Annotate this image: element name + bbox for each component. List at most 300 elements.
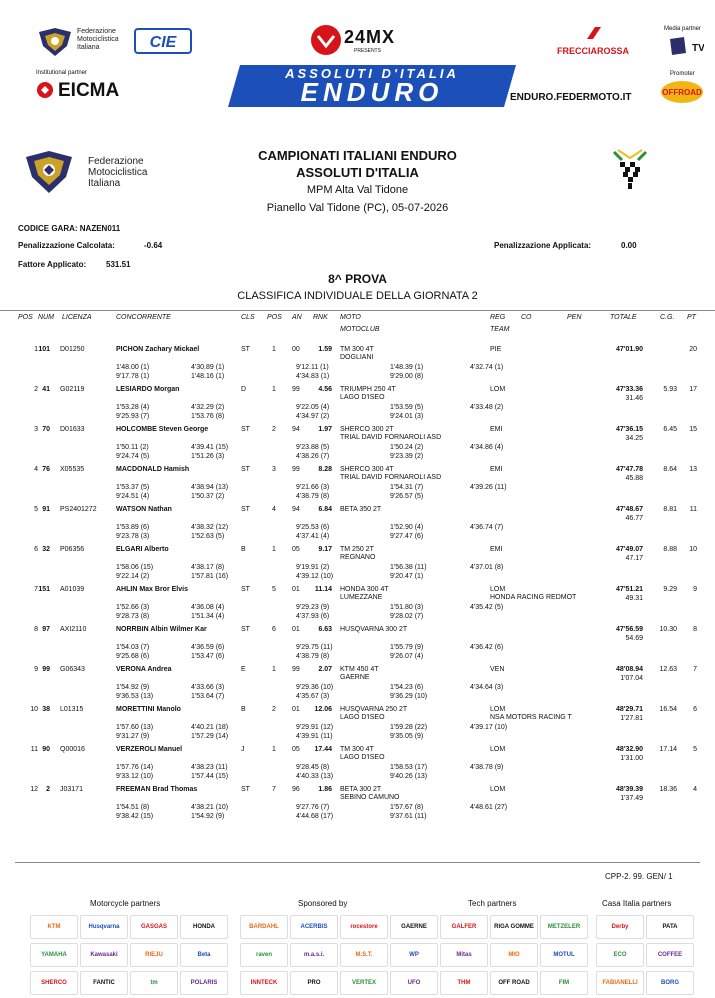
row-split-time: 1'53.37 (5) xyxy=(116,484,150,491)
row-an: 00 xyxy=(292,346,300,353)
row-reg: LOM xyxy=(490,706,506,713)
row-rnk: 6.84 xyxy=(318,506,332,513)
row-pos: 10 xyxy=(30,706,38,713)
row-split-time: 1'54.92 (9) xyxy=(191,813,225,820)
row-pt: 8 xyxy=(693,626,697,633)
row-rnk: 4.56 xyxy=(318,386,332,393)
row-totale: 47'47.78 xyxy=(616,466,643,473)
row-rnk: 2.07 xyxy=(318,666,332,673)
row-num: 38 xyxy=(42,706,50,713)
row-pos: 11 xyxy=(30,746,38,753)
row-split-time: 9'22.14 (2) xyxy=(116,573,150,580)
row-split-time: 1'57.67 (8) xyxy=(390,804,424,811)
row-split-time: 4'32.29 (2) xyxy=(191,404,225,411)
fmi-header-logo xyxy=(35,26,75,58)
row-cg: 9.29 xyxy=(663,586,677,593)
row-name: HOLCOMBE Steven George xyxy=(116,426,209,433)
row-split-time: 1'55.79 (9) xyxy=(390,644,424,651)
partner-logo: HONDA xyxy=(180,915,228,939)
row-num: 2 xyxy=(46,786,50,793)
col-pt: PT xyxy=(687,314,696,321)
frecciarossa-text: FRECCIAROSSA xyxy=(556,46,629,56)
row-name: MORETTINI Manolo xyxy=(116,706,181,713)
prova-title: 8^ PROVA xyxy=(328,272,387,286)
row-split-time: 1'57.81 (16) xyxy=(191,573,229,580)
banner-line2: ENDURO xyxy=(300,77,444,107)
row-num: 91 xyxy=(42,506,50,513)
row-cls: E xyxy=(241,666,246,673)
row-reg: EMI xyxy=(490,466,503,473)
row-name: AHLIN Max Bror Elvis xyxy=(116,586,188,593)
row-licenza: G02119 xyxy=(60,386,85,393)
row-rnk: 9.17 xyxy=(318,546,332,553)
row-split-time: 4'36.08 (4) xyxy=(191,604,225,611)
table-row xyxy=(0,665,715,705)
classifica-title: CLASSIFICA INDIVIDUALE DELLA GIORNATA 2 xyxy=(237,290,478,302)
row-team: NSA MOTORS RACING T xyxy=(490,714,572,721)
row-reg: PIE xyxy=(490,346,502,353)
row-pt: 11 xyxy=(689,506,697,513)
col-an: AN xyxy=(292,314,302,321)
row-cls: ST xyxy=(241,346,250,353)
banner-line1: ASSOLUTI D'ITALIA xyxy=(285,66,459,81)
row-name: MACDONALD Hamish xyxy=(116,466,190,473)
row-motoclub: TRIAL DAVID FORNAROLI ASD xyxy=(340,434,442,441)
row-num: 101 xyxy=(38,346,50,353)
row-cls: D xyxy=(241,386,247,393)
row-an: 01 xyxy=(292,706,300,713)
col-pos2: POS xyxy=(267,314,282,321)
row-split-time: 9'12.11 (1) xyxy=(296,364,329,371)
row-pos: 5 xyxy=(34,506,38,513)
row-an: 94 xyxy=(292,506,300,513)
row-split-time: 9'26.57 (5) xyxy=(390,493,424,500)
row-rnk: 1.86 xyxy=(318,786,332,793)
row-split-time: 4'38.23 (11) xyxy=(191,764,228,771)
partner-logo: rocestore xyxy=(340,915,388,939)
partner-logo: Kawasaki xyxy=(80,943,128,967)
row-split-time: 1'54.92 (9) xyxy=(116,684,150,691)
partner-logo: Derby xyxy=(596,915,644,939)
row-split-time: 9'23.78 (3) xyxy=(116,533,150,540)
partner-logo: BORG xyxy=(646,971,694,995)
pen-appl-label: Penalizzazione Applicata: xyxy=(494,241,592,250)
row-motoclub: SEBINO CAMUNO xyxy=(340,794,400,801)
row-split-time: 1'50.11 (2) xyxy=(116,444,149,451)
row-gap: 1'07.04 xyxy=(620,675,643,682)
table-row xyxy=(0,425,715,465)
row-split-time: 9'27.47 (6) xyxy=(390,533,424,540)
row-split-time: 1'57.76 (14) xyxy=(116,764,154,771)
partner-logo: ECO xyxy=(596,943,644,967)
row-name: PICHON Zachary Mickael xyxy=(116,346,200,353)
row-split-time: 9'25.93 (7) xyxy=(116,413,150,420)
partner-logo: OFF ROAD xyxy=(490,971,538,995)
row-split-time: 9'23.39 (2) xyxy=(390,453,424,460)
row-class-pos: 1 xyxy=(272,346,276,353)
table-row xyxy=(0,345,715,385)
row-pt: 6 xyxy=(693,706,697,713)
media-partner-logo xyxy=(664,35,704,57)
row-split-time: 4'35.42 (5) xyxy=(470,604,504,611)
institutional-partner-label: Institutional partner xyxy=(36,70,88,76)
row-licenza: X05535 xyxy=(60,466,85,473)
row-split-time: 9'27.76 (7) xyxy=(296,804,330,811)
row-split-time: 4'38.78 (9) xyxy=(470,764,504,771)
row-split-time: 1'51.26 (3) xyxy=(191,453,225,460)
row-split-time: 9'35.05 (9) xyxy=(390,733,424,740)
row-split-time: 4'48.61 (27) xyxy=(470,804,508,811)
row-name: FREEMAN Brad Thomas xyxy=(116,786,198,793)
row-split-time: 4'30.89 (1) xyxy=(191,364,225,371)
row-split-time: 9'33.12 (10) xyxy=(116,773,154,780)
row-split-time: 4'34.83 (1) xyxy=(296,373,330,380)
partner-logo: GAERNE xyxy=(390,915,438,939)
row-split-time: 1'48.00 (1) xyxy=(116,364,150,371)
partner-logo: VERTEX xyxy=(340,971,388,995)
footer-code: CPP-2. 99. GEN/ 1 xyxy=(605,872,673,881)
codice-gara: CODICE GARA: NAZEN011 xyxy=(18,224,121,233)
row-split-time: 1'54.51 (8) xyxy=(116,804,150,811)
row-rnk: 1.59 xyxy=(318,346,332,353)
row-pt: 20 xyxy=(689,346,697,353)
doc-subtitle-1: MPM Alta Val Tidone xyxy=(306,184,409,196)
row-split-time: 9'21.66 (3) xyxy=(296,484,330,491)
doc-subtitle-2: Pianello Val Tidone (PC), 05-07-2026 xyxy=(266,202,449,214)
eicma-text: EICMA xyxy=(58,80,120,101)
promoter-text: OFFROAD xyxy=(662,88,702,97)
row-licenza: D01250 xyxy=(60,346,85,353)
row-split-time: 1'58.06 (15) xyxy=(116,564,154,571)
row-split-time: 4'37.41 (4) xyxy=(296,533,330,540)
row-moto: SHERCO 300 2T xyxy=(340,426,394,433)
table-row xyxy=(0,585,715,625)
row-reg: EMI xyxy=(490,426,503,433)
row-licenza: Q00016 xyxy=(60,746,85,753)
row-split-time: 4'33.66 (3) xyxy=(191,684,225,691)
row-motoclub: TRIAL DAVID FORNAROLI ASD xyxy=(340,474,442,481)
row-pos: 7 xyxy=(34,586,38,593)
row-split-time: 1'53.64 (7) xyxy=(191,693,225,700)
row-rnk: 17.44 xyxy=(314,746,332,753)
row-name: NORRBIN Albin Wilmer Kar xyxy=(116,626,207,633)
row-moto: HUSQVARNA 250 2T xyxy=(340,706,408,713)
row-split-time: 9'29.91 (12) xyxy=(296,724,334,731)
row-num: 32 xyxy=(42,546,50,553)
row-team: HONDA RACING REDMOT xyxy=(490,594,577,601)
row-split-time: 9'37.61 (11) xyxy=(390,813,427,820)
row-split-time: 4'38.21 (10) xyxy=(191,804,229,811)
col-co: CO xyxy=(521,314,532,321)
row-class-pos: 1 xyxy=(272,386,276,393)
col-totale: TOTALE xyxy=(610,314,637,321)
row-licenza: J03171 xyxy=(60,786,83,793)
row-split-time: 4'37.01 (8) xyxy=(470,564,504,571)
row-split-time: 1'52.63 (5) xyxy=(191,533,225,540)
row-gap: 54.69 xyxy=(625,635,643,642)
row-pt: 7 xyxy=(693,666,697,673)
row-moto: TM 250 2T xyxy=(340,546,374,553)
row-split-time: 9'24.51 (4) xyxy=(116,493,150,500)
row-split-time: 4'37.93 (6) xyxy=(296,613,330,620)
fattore-label: Fattore Applicato: xyxy=(18,260,87,269)
row-rnk: 8.28 xyxy=(318,466,332,473)
partner-logo: KTM xyxy=(30,915,78,939)
row-moto: TM 300 4T xyxy=(340,346,374,353)
row-reg: LOM xyxy=(490,386,506,393)
row-cls: ST xyxy=(241,586,250,593)
col-pen: PEN xyxy=(567,314,582,321)
row-split-time: 1'50.37 (2) xyxy=(191,493,225,500)
row-split-time: 9'28.02 (7) xyxy=(390,613,424,620)
partner-logo: M.S.T. xyxy=(340,943,388,967)
col-cg: C.G. xyxy=(660,314,675,321)
row-num: 90 xyxy=(42,746,50,753)
row-split-time: 1'56.38 (11) xyxy=(390,564,427,571)
row-num: 70 xyxy=(42,426,50,433)
row-split-time: 4'34.97 (2) xyxy=(296,413,330,420)
partner-logo: RIEJU xyxy=(130,943,178,967)
table-row xyxy=(0,705,715,745)
row-split-time: 9'19.91 (2) xyxy=(296,564,330,571)
row-pos: 8 xyxy=(34,626,38,633)
row-name: VERZEROLI Manuel xyxy=(116,746,183,753)
row-moto: SHERCO 300 4T xyxy=(340,466,394,473)
row-class-pos: 2 xyxy=(272,706,276,713)
row-totale: 47'56.59 xyxy=(616,626,643,633)
row-num: 97 xyxy=(42,626,50,633)
row-cg: 16.54 xyxy=(659,706,677,713)
row-split-time: 1'48.39 (1) xyxy=(390,364,424,371)
row-cls: J xyxy=(241,746,245,753)
eicma-logo xyxy=(36,79,136,101)
row-cg: 8.64 xyxy=(663,466,677,473)
row-gap: 45.88 xyxy=(625,475,643,482)
row-class-pos: 1 xyxy=(272,746,276,753)
24mx-text: 24MX xyxy=(344,27,396,47)
enduro-banner xyxy=(228,63,516,109)
partner-logo: BARDAHL xyxy=(240,915,288,939)
row-cg: 12.63 xyxy=(659,666,677,673)
partner-logo: YAMAHA xyxy=(30,943,78,967)
row-split-time: 1'59.28 (22) xyxy=(390,724,428,731)
row-split-time: 4'38.79 (8) xyxy=(296,653,330,660)
row-licenza: P06356 xyxy=(60,546,85,553)
row-split-time: 9'24.74 (5) xyxy=(116,453,150,460)
row-split-time: 4'38.94 (13) xyxy=(191,484,229,491)
row-moto: BETA 300 2T xyxy=(340,786,382,793)
partner-logo: PATA xyxy=(646,915,694,939)
row-pt: 13 xyxy=(689,466,697,473)
row-gap: 31.46 xyxy=(625,395,643,402)
row-split-time: 9'22.05 (4) xyxy=(296,404,330,411)
row-class-pos: 7 xyxy=(272,786,276,793)
row-split-time: 1'51.80 (3) xyxy=(390,604,424,611)
row-cg: 8.88 xyxy=(663,546,677,553)
row-reg: LOM xyxy=(490,746,506,753)
row-licenza: L01315 xyxy=(60,706,84,713)
partner-logo: GASGAS xyxy=(130,915,178,939)
row-cg: 8.81 xyxy=(663,506,677,513)
row-split-time: 9'36.53 (13) xyxy=(116,693,154,700)
partner-logo: SHERCO xyxy=(30,971,78,995)
row-totale: 47'48.67 xyxy=(616,506,643,513)
row-pt: 15 xyxy=(689,426,697,433)
row-pt: 4 xyxy=(693,786,697,793)
row-cls: ST xyxy=(241,426,250,433)
footer-divider xyxy=(15,862,700,863)
row-pt: 5 xyxy=(693,746,697,753)
row-split-time: 4'35.67 (3) xyxy=(296,693,330,700)
row-split-time: 4'39.26 (11) xyxy=(470,484,507,491)
row-split-time: 9'20.47 (1) xyxy=(390,573,424,580)
24mx-logo xyxy=(310,24,430,58)
partner-logo: m.a.s.i. xyxy=(290,943,338,967)
row-moto: BETA 350 2T xyxy=(340,506,382,513)
row-gap: 34.25 xyxy=(625,435,643,442)
partner-logo: GALFER xyxy=(440,915,488,939)
col-concorrente: CONCORRENTE xyxy=(116,314,171,321)
table-row xyxy=(0,465,715,505)
row-pos: 1 xyxy=(34,346,38,353)
row-totale: 48'32.90 xyxy=(616,746,643,753)
row-pos: 4 xyxy=(34,466,38,473)
row-cg: 6.45 xyxy=(663,426,677,433)
row-split-time: 1'51.34 (4) xyxy=(191,613,225,620)
partner-logo: tm xyxy=(130,971,178,995)
row-totale: 48'29.71 xyxy=(616,706,643,713)
row-split-time: 1'53.47 (6) xyxy=(191,653,225,660)
row-an: 94 xyxy=(292,426,300,433)
partner-logo: WP xyxy=(390,943,438,967)
row-licenza: G06343 xyxy=(60,666,85,673)
row-motoclub: LUMEZZANE xyxy=(340,594,383,601)
partner-logo: RIGA GOMME xyxy=(490,915,538,939)
row-split-time: 1'58.53 (17) xyxy=(390,764,428,771)
row-cg: 5.93 xyxy=(663,386,677,393)
row-split-time: 9'36.29 (10) xyxy=(390,693,428,700)
row-class-pos: 3 xyxy=(272,466,276,473)
row-rnk: 11.14 xyxy=(314,586,332,593)
row-split-time: 4'38.26 (7) xyxy=(296,453,330,460)
row-moto: HUSQVARNA 300 2T xyxy=(340,626,408,633)
partner-logo: FIM xyxy=(540,971,588,995)
row-motoclub: LAGO D'ISEO xyxy=(340,754,385,761)
row-cls: ST xyxy=(241,626,250,633)
row-split-time: 1'52.90 (4) xyxy=(390,524,424,531)
row-motoclub: LAGO D'ISEO xyxy=(340,394,385,401)
row-an: 99 xyxy=(292,666,300,673)
partner-logo: FANTIC xyxy=(80,971,128,995)
row-num: 41 xyxy=(42,386,50,393)
row-moto: TM 300 4T xyxy=(340,746,374,753)
table-row xyxy=(0,385,715,425)
row-an: 99 xyxy=(292,466,300,473)
row-num: 76 xyxy=(42,466,50,473)
row-totale: 48'08.94 xyxy=(616,666,643,673)
partner-logo: ACERBIS xyxy=(290,915,338,939)
row-split-time: 4'39.91 (11) xyxy=(296,733,333,740)
row-split-time: 4'34.86 (4) xyxy=(470,444,504,451)
row-totale: 47'33.36 xyxy=(616,386,643,393)
row-totale: 48'39.39 xyxy=(616,786,643,793)
partner-logo: MIO xyxy=(490,943,538,967)
row-split-time: 9'26.07 (4) xyxy=(390,653,424,660)
row-pt: 10 xyxy=(689,546,697,553)
row-split-time: 1'54.31 (7) xyxy=(390,484,424,491)
row-an: 99 xyxy=(292,386,300,393)
svg-text:CIE: CIE xyxy=(149,34,177,51)
col-licenza: LICENZA xyxy=(62,314,92,321)
media-partner-label: Media partner xyxy=(664,26,702,32)
partner-logo: METZELER xyxy=(540,915,588,939)
row-cg: 18.36 xyxy=(659,786,677,793)
partner-logo: Mitas xyxy=(440,943,488,967)
row-split-time: 4'39.12 (10) xyxy=(296,573,334,580)
promoter-logo xyxy=(660,80,704,104)
row-totale: 47'49.07 xyxy=(616,546,643,553)
row-split-time: 1'53.76 (8) xyxy=(191,413,225,420)
doc-title-2: ASSOLUTI D'ITALIA xyxy=(296,165,419,180)
casa-italia-label: Casa Italia partners xyxy=(602,899,672,908)
cie-logo xyxy=(134,28,192,54)
row-motoclub: REGNANO xyxy=(340,554,376,561)
row-split-time: 4'36.74 (7) xyxy=(470,524,504,531)
row-moto: HONDA 300 4T xyxy=(340,586,389,593)
partner-logo: raven xyxy=(240,943,288,967)
row-motoclub: DOGLIANI xyxy=(340,354,374,361)
pen-calc-value: -0.64 xyxy=(144,241,163,250)
row-split-time: 9'28.45 (8) xyxy=(296,764,330,771)
row-split-time: 4'40.21 (18) xyxy=(191,724,229,731)
sponsored-label: Sponsored by xyxy=(298,899,348,908)
row-split-time: 9'29.00 (8) xyxy=(390,373,424,380)
row-split-time: 4'32.74 (1) xyxy=(470,364,504,371)
row-name: VERONA Andrea xyxy=(116,666,172,673)
col-cls: CLS xyxy=(241,314,255,321)
row-split-time: 9'40.26 (13) xyxy=(390,773,428,780)
col-team: TEAM xyxy=(490,326,510,333)
tech-partners-label: Tech partners xyxy=(468,899,517,908)
row-split-time: 4'38.32 (12) xyxy=(191,524,229,531)
row-name: LESIARDO Morgan xyxy=(116,386,180,393)
row-split-time: 1'50.24 (2) xyxy=(390,444,424,451)
row-split-time: 1'52.66 (3) xyxy=(116,604,150,611)
partner-logo: POLARIS xyxy=(180,971,228,995)
frecciarossa-logo xyxy=(548,25,638,61)
row-moto: KTM 450 4T xyxy=(340,666,379,673)
presents-text: PRESENTS xyxy=(354,48,381,54)
row-pos: 2 xyxy=(34,386,38,393)
row-rnk: 12.06 xyxy=(314,706,332,713)
row-split-time: 1'57.29 (14) xyxy=(191,733,229,740)
row-class-pos: 6 xyxy=(272,626,276,633)
row-split-time: 9'28.73 (8) xyxy=(116,613,150,620)
row-licenza: A01039 xyxy=(60,586,85,593)
row-gap: 1'27.81 xyxy=(620,715,643,722)
partner-logo: FABIANELLI xyxy=(596,971,644,995)
row-gap: 47.17 xyxy=(625,555,643,562)
partner-logo: Beta xyxy=(180,943,228,967)
table-row xyxy=(0,785,715,825)
fmi-header-text: Federazione Motociclistica Italiana xyxy=(77,28,119,51)
row-split-time: 1'53.59 (5) xyxy=(390,404,424,411)
checkered-flag-logo xyxy=(610,148,650,192)
table-row xyxy=(0,545,715,585)
row-name: WATSON Nathan xyxy=(116,506,172,513)
row-split-time: 4'38.79 (8) xyxy=(296,493,330,500)
pen-calc-label: Penalizzazione Calcolata: xyxy=(18,241,115,250)
